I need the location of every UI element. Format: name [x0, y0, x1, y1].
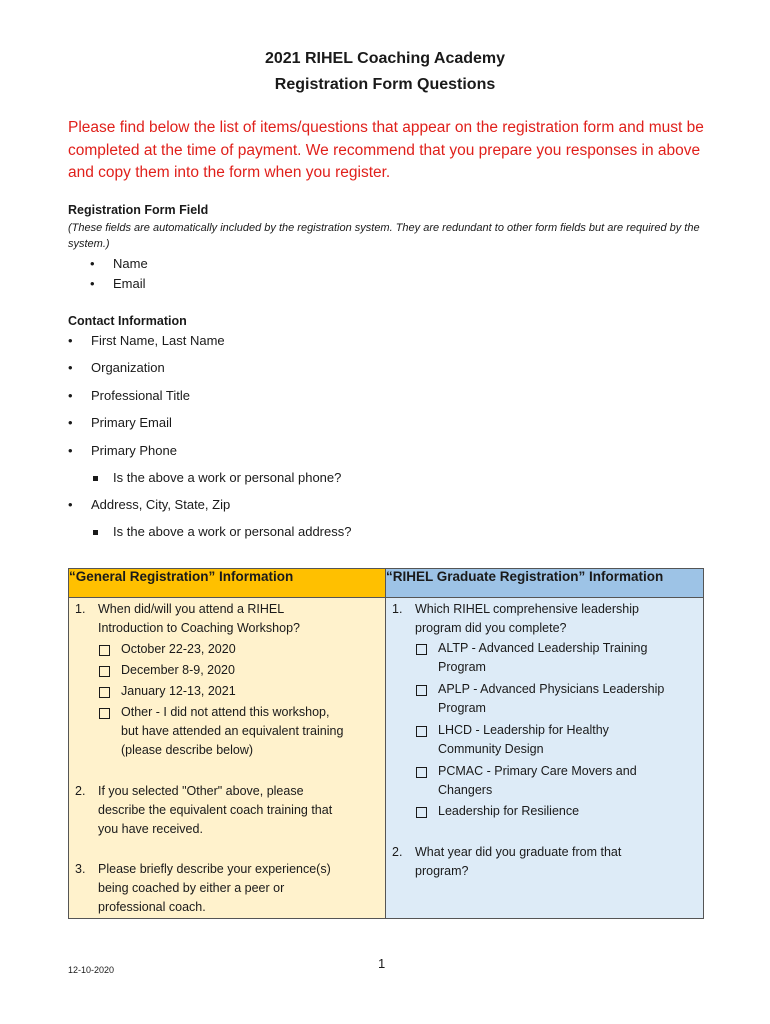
question-text: When did/will you attend a RIHEL	[98, 602, 285, 616]
page-number: 1	[378, 956, 386, 971]
general-cell	[69, 598, 386, 919]
option-text: LHCD - Leadership for Healthy	[438, 723, 609, 737]
question-number: 2.	[392, 845, 403, 859]
checkbox-icon	[416, 685, 427, 696]
list-item: Professional Title	[91, 388, 190, 403]
option-text: Community Design	[438, 742, 544, 756]
bullet-icon: •	[68, 415, 73, 430]
list-item: First Name, Last Name	[91, 333, 225, 348]
square-bullet-icon	[93, 530, 98, 535]
question-text: Which RIHEL comprehensive leadership	[415, 602, 639, 616]
option-text: January 12-13, 2021	[121, 684, 236, 698]
question-text: Introduction to Coaching Workshop?	[98, 621, 300, 635]
question-text: professional coach.	[98, 900, 206, 914]
option-text: Other - I did not attend this workshop,	[121, 705, 330, 719]
checkbox-icon	[99, 645, 110, 656]
list-item: Address, City, State, Zip	[91, 497, 231, 512]
option-text: ALTP - Advanced Leadership Training	[438, 641, 648, 655]
option-text: but have attended an equivalent training	[121, 724, 344, 738]
checkbox-icon	[99, 687, 110, 698]
graduate-header: “RIHEL Graduate Registration” Information	[386, 569, 704, 598]
intro-paragraph: Please find below the list of items/questions that appear on the registration form and must be completed at the time of payment. We recommend that you prepare you responses in above and copy them into the form when you register.	[68, 119, 704, 181]
option-text: PCMAC - Primary Care Movers and	[438, 764, 637, 778]
question-text: being coached by either a peer or	[98, 881, 285, 895]
contact-heading: Contact Information	[68, 314, 187, 328]
option-text: December 8-9, 2020	[121, 663, 235, 677]
list-subitem: Is the above a work or personal address?	[113, 524, 352, 539]
list-item-email: Email	[113, 276, 146, 291]
question-number: 3.	[75, 862, 86, 876]
checkbox-icon	[416, 807, 427, 818]
square-bullet-icon	[93, 476, 98, 481]
list-item: Primary Email	[91, 415, 172, 430]
list-item-name: Name	[113, 256, 148, 271]
registration-table	[68, 568, 704, 919]
option-text: Changers	[438, 783, 493, 797]
option-text: October 22-23, 2020	[121, 642, 236, 656]
general-header: “General Registration” Information	[69, 569, 386, 598]
question-text: If you selected "Other" above, please	[98, 784, 304, 798]
checkbox-icon	[99, 708, 110, 719]
registration-field-heading: Registration Form Field	[68, 203, 209, 217]
list-item: Organization	[91, 360, 165, 375]
question-text: Please briefly describe your experience(s)	[98, 862, 331, 876]
bullet-icon: •	[68, 443, 73, 458]
footer-date: 12-10-2020	[68, 965, 115, 975]
bullet-icon: •	[90, 276, 95, 291]
graduate-cell	[386, 598, 704, 919]
question-number: 1.	[75, 602, 86, 616]
list-item: Primary Phone	[91, 443, 177, 458]
option-text: (please describe below)	[121, 743, 254, 757]
checkbox-icon	[416, 726, 427, 737]
bullet-icon: •	[68, 360, 73, 375]
question-text: describe the equivalent coach training that	[98, 803, 333, 817]
checkbox-icon	[416, 767, 427, 778]
page-subtitle: Registration Form Questions	[274, 76, 496, 93]
question-text: you have received.	[98, 822, 203, 836]
registration-field-note: (These fields are automatically included by the registration system. They are redundant to other form fields but are required by the system.)	[68, 222, 700, 250]
bullet-icon: •	[68, 388, 73, 403]
option-text: Program	[438, 701, 486, 715]
question-text: What year did you graduate from that	[415, 845, 622, 859]
question-text: program?	[415, 864, 469, 878]
question-text: program did you complete?	[415, 621, 567, 635]
bullet-icon: •	[68, 333, 73, 348]
option-text: Program	[438, 660, 486, 674]
list-subitem: Is the above a work or personal phone?	[113, 470, 342, 485]
question-number: 1.	[392, 602, 403, 616]
page-title: 2021 RIHEL Coaching Academy	[264, 50, 506, 67]
bullet-icon: •	[90, 256, 95, 271]
checkbox-icon	[99, 666, 110, 677]
option-text: APLP - Advanced Physicians Leadership	[438, 682, 665, 696]
question-number: 2.	[75, 784, 86, 798]
option-text: Leadership for Resilience	[438, 804, 580, 818]
bullet-icon: •	[68, 497, 73, 512]
checkbox-icon	[416, 644, 427, 655]
